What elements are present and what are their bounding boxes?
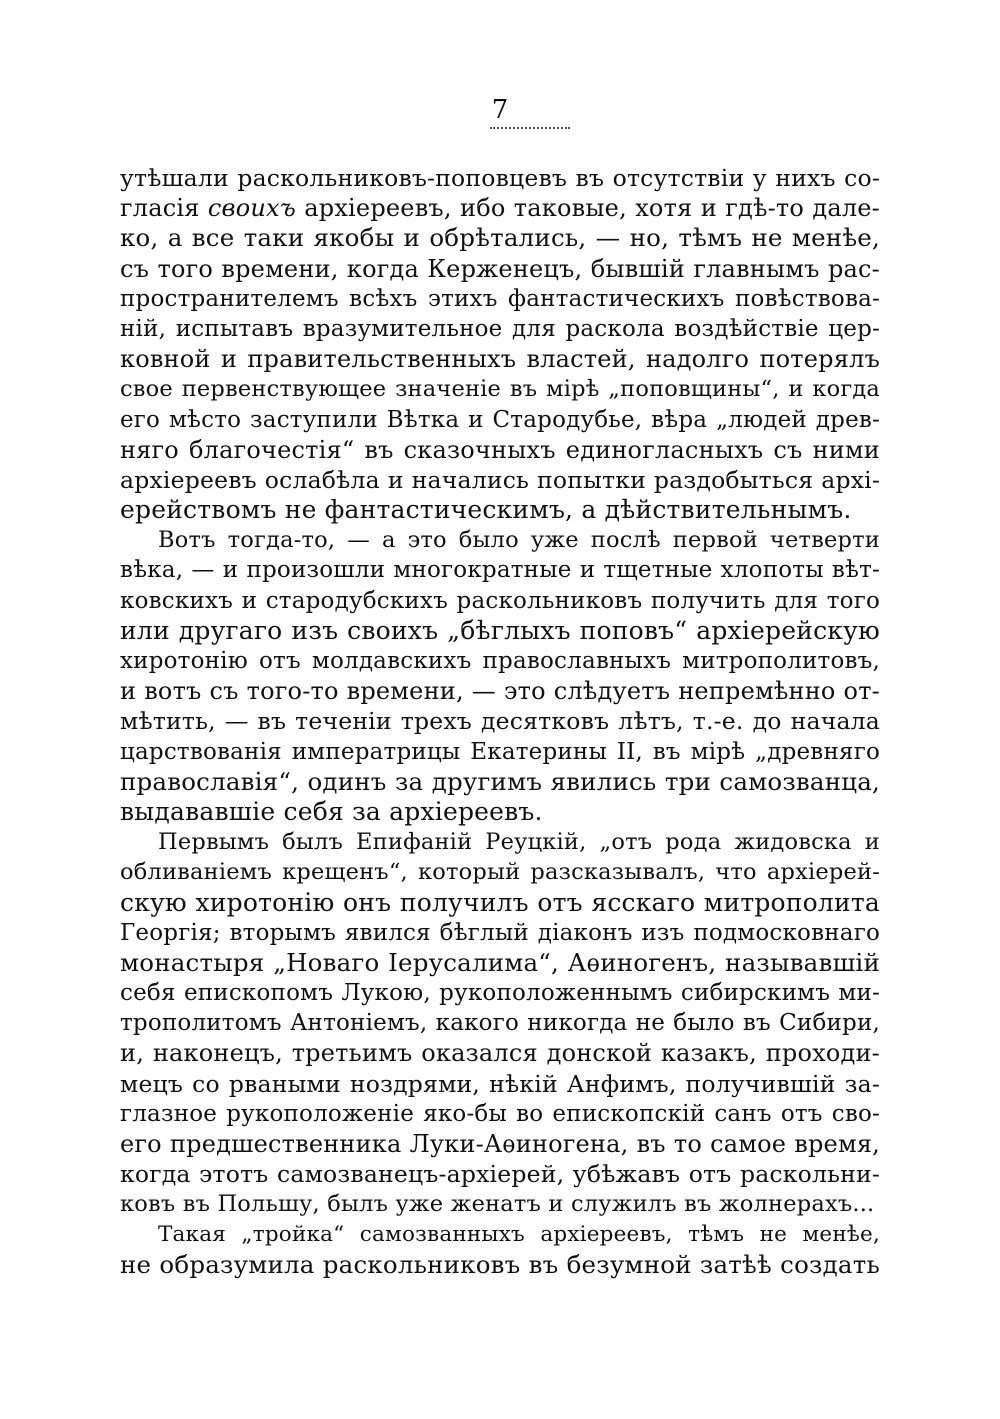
- text-line: и, наконецъ, третьимъ оказался донской казакъ, проходи-: [120, 1039, 880, 1068]
- text-line: ковной и правительственныхъ властей, надолго потерялъ: [120, 345, 880, 374]
- text-line: или другаго изъ своихъ „бѣглыхъ поповъ“ архіерейскую: [120, 615, 880, 645]
- text-line: Такая „тройка“ самозванныхъ архіереевъ, тѣмъ не менѣе,: [158, 1221, 880, 1247]
- page-number: 7: [491, 95, 509, 125]
- text-line: его мѣсто заступили Вѣтка и Стародубье, вѣра „людей древ-: [120, 406, 880, 433]
- text-line: гласія своихъ архіереевъ, ибо таковые, хотя и гдѣ-то дале-: [120, 194, 880, 223]
- text-line: хиротонію отъ молдавскихъ православныхъ митрополитовъ,: [120, 648, 880, 674]
- text-line: вѣка, — и произошли многократные и тщетные хлопоты вѣт-: [120, 557, 880, 584]
- text-line: утѣшали раскольниковъ-поповцевъ въ отсутствіи у нихъ со-: [120, 164, 880, 192]
- text-line: Вотъ тогда-то, — а это было уже послѣ первой четверти: [158, 527, 880, 554]
- text-line: и вотъ съ того-то времени, — это слѣдуетъ непремѣнно от-: [120, 677, 880, 706]
- text-line: глазное рукоположеніе яко-бы во епископскій санъ отъ сво-: [120, 1100, 880, 1127]
- text-line: архіереевъ ослабѣла и начались попытки раздобыться архі-: [120, 465, 880, 494]
- text-line: обливаніемъ крещенъ“, который разсказывалъ, что архіерей-: [120, 859, 880, 886]
- text-line: Первымъ былъ Епифаній Реуцкій, „отъ рода жидовска и: [158, 829, 880, 856]
- text-line: свое первенствующее значеніе въ мірѣ „поповщины“, и когда: [120, 376, 880, 403]
- text-line: Георгія; вторымъ явился бѣглый діаконъ изъ подмосковнаго: [120, 919, 880, 946]
- text-line: скую хиротонію онъ получилъ отъ ясскаго митрополита: [120, 887, 880, 917]
- text-line: трополитомъ Антоніемъ, какого никогда не было въ Сибири,: [120, 1010, 880, 1037]
- text-line: православія“, одинъ за другимъ явились три самозванца,: [120, 766, 880, 796]
- text-line: ковъ въ Польшу, былъ уже женатъ и служилъ въ жолнерахъ...: [120, 1191, 875, 1218]
- page-number-rule: [490, 127, 570, 129]
- text-line: ко, а все таки якобы и обрѣтались, — но, тѣмъ не менѣе,: [120, 223, 880, 253]
- text-line: съ того времени, когда Керженецъ, бывшій главнымъ рас-: [120, 254, 880, 283]
- text-line: не образумила раскольниковъ въ безумной затѣѣ создать: [120, 1249, 880, 1279]
- text-line: ерействомъ не фантастическимъ, а дѣйствительнымъ.: [120, 495, 852, 525]
- text-line: ній, испытавъ вразумительное для раскола воздѣйствіе цер-: [120, 315, 880, 342]
- text-line: себя епископомъ Лукою, рукоположеннымъ сибирскимъ ми-: [120, 980, 880, 1007]
- text-line: няго благочестія“ въ сказочныхъ единогласныхъ съ ними: [120, 435, 880, 464]
- text-line: ковскихъ и стародубскихъ раскольниковъ получить для того: [120, 587, 880, 614]
- text-line: его предшественника Луки-Аѳиногена, въ то самое время,: [120, 1130, 880, 1158]
- text-line: когда этотъ самозванецъ-архіерей, убѣжавъ отъ раскольни-: [120, 1160, 880, 1189]
- text-line: мецъ со рваными ноздрями, нѣкій Анфимъ, получившій за-: [120, 1069, 880, 1098]
- body-text: [120, 163, 880, 1280]
- text-line: мѣтить, — въ теченіи трехъ десятковъ лѣтъ, т.-е. до начала: [120, 707, 880, 736]
- text-line: царствованія императрицы Екатерины II, въ мірѣ „древняго: [120, 738, 880, 765]
- text-line: монастыря „Новаго Іерусалима“, Аѳиногенъ, называвшій: [120, 947, 880, 977]
- text-line: пространителемъ всѣхъ этихъ фантастическихъ повѣствова-: [120, 285, 880, 312]
- text-line: выдававшіе себя за архіереевъ.: [120, 796, 543, 826]
